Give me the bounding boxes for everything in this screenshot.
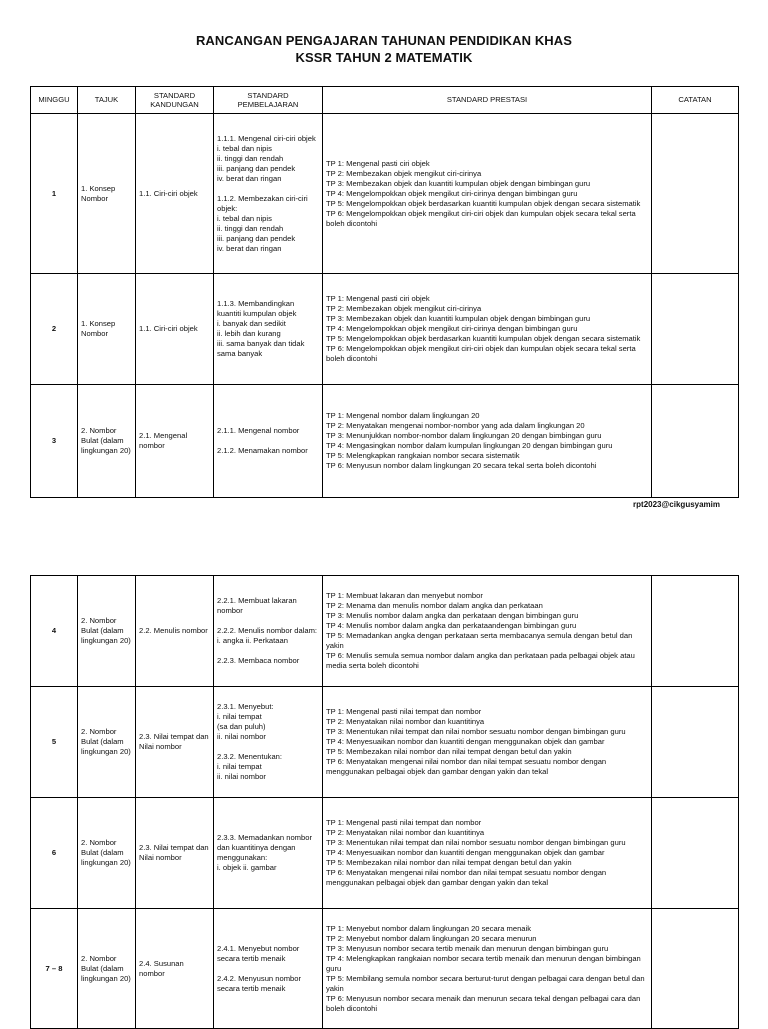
sp-line: i. tebal dan nipis — [217, 143, 272, 153]
sp-line: i. angka ii. Perkataan — [217, 636, 288, 645]
cell-standard-prestasi — [323, 274, 652, 385]
tp-line: TP 5: Membilang semula nombor secara berturut-turut dengan pelbagai cara dengan betul dan yakin — [326, 973, 645, 993]
cell-catatan — [652, 798, 739, 909]
sp-line: 2.1.2. Menamakan nombor — [217, 446, 308, 455]
sp-line: iii. panjang dan pendek — [217, 163, 296, 173]
cell-minggu: 5 — [31, 687, 78, 798]
tp-line: TP 6: Menyatakan mengenai nilai nombor dan nilai tempat sesuatu nombor dengan menggunakan pelbagai objek dan gambar dengan yakin dan tekal — [326, 868, 607, 887]
tp-line: TP 3: Menulis nombor dalam angka dan perkataan dengan bimbingan guru — [326, 611, 579, 620]
cell-standard-kandungan: 2.3. Nilai tempat dan Nilai nombor — [136, 798, 214, 909]
sp-line: i. nilai tempat — [217, 712, 262, 721]
header-standard-prestasi: STANDARD PRESTASI — [323, 87, 652, 114]
sp-line: ii. nilai nombor — [217, 732, 266, 741]
tp-line: TP 6: Menyatakan mengenai nilai nombor dan nilai tempat sesuatu nombor dengan menggunakan pelbagai objek dan gambar dengan yakin dan tekal — [326, 757, 607, 776]
cell-standard-kandungan: 2.3. Nilai tempat dan Nilai nombor — [136, 687, 214, 798]
table-row — [31, 114, 739, 274]
cell-tajuk: 2. Nombor Bulat (dalam lingkungan 20) — [78, 687, 136, 798]
cell-standard-kandungan: 1.1. Ciri-ciri objek — [136, 274, 214, 385]
spacer — [217, 436, 319, 446]
header-tajuk: TAJUK — [78, 87, 136, 114]
tp-line: TP 3: Menunjukkan nombor-nombor dalam lingkungan 20 dengan bimbingan guru — [326, 431, 602, 440]
cell-standard-prestasi — [323, 576, 652, 687]
tp-line: TP 5: Mengelompokkan objek berdasarkan kuantiti kumpulan objek dengan secara sistematik — [326, 198, 641, 208]
tp-line: TP 5: Membezakan nilai nombor dan nilai tempat dengan betul dan yakin — [326, 858, 572, 867]
tp-line: TP 6: Menyusun nombor dalam lingkungan 20 secara tekal serta boleh dicontohi — [326, 461, 597, 470]
tp-line: TP 5: Membezakan nilai nombor dan nilai tempat dengan betul dan yakin — [326, 747, 572, 756]
cell-catatan — [652, 576, 739, 687]
tp-line: TP 6: Menyusun nombor secara menaik dan menurun secara tekal dengan pelbagai cara dan boleh dicontohi — [326, 993, 641, 1013]
header-standard-kandungan: STANDARD KANDUNGAN — [136, 87, 214, 114]
tp-line: TP 4: Mengelompokkan objek mengikut ciri-cirinya dengan bimbingan guru — [326, 188, 578, 198]
spacer — [217, 184, 319, 194]
cell-tajuk: 2. Nombor Bulat (dalam lingkungan 20) — [78, 385, 136, 498]
tp-line: TP 2: Menama dan menulis nombor dalam angka dan perkataan — [326, 601, 543, 610]
tp-line: TP 3: Menyusun nombor secara tertib menaik dan menurun dengan bimbingan guru — [326, 943, 609, 953]
table-row — [31, 687, 739, 798]
page-title — [0, 32, 768, 66]
cell-minggu: 7 – 8 — [31, 909, 78, 1029]
cell-standard-prestasi — [323, 114, 652, 274]
spacer — [217, 964, 319, 974]
sp-line: iii. sama banyak dan tidak sama banyak — [217, 339, 305, 358]
sp-line: ii. tinggi dan rendah — [217, 223, 284, 233]
sp-line: 2.2.1. Membuat lakaran nombor — [217, 596, 297, 615]
title-line-1: RANCANGAN PENGAJARAN TAHUNAN PENDIDIKAN KHAS — [195, 33, 573, 48]
cell-standard-pembelajaran — [214, 798, 323, 909]
table-row — [31, 798, 739, 909]
tp-line: TP 2: Menyatakan mengenai nombor-nombor yang ada dalam lingkungan 20 — [326, 421, 585, 430]
footer-credit: rpt2023@cikgusyamim — [633, 500, 720, 509]
sp-line: (sa dan puluh) — [217, 722, 266, 731]
tp-line: TP 1: Mengenal pasti nilai tempat dan nombor — [326, 707, 482, 716]
table-row — [31, 909, 739, 1029]
tp-line: TP 5: Memadankan angka dengan perkataan serta membacanya semula dengan betul dan yakin — [326, 631, 633, 650]
sp-line: i. nilai tempat — [217, 762, 262, 771]
sp-line: 1.1.2. Membezakan ciri-ciri objek: — [217, 193, 308, 213]
tp-line: TP 6: Mengelompokkan objek mengikut ciri-ciri objek dan kumpulan objek secara tekal serta boleh dicontohi — [326, 344, 636, 363]
cell-minggu: 6 — [31, 798, 78, 909]
tp-line: TP 3: Membezakan objek dan kuantiti kumpulan objek dengan bimbingan guru — [326, 314, 591, 323]
cell-minggu: 1 — [31, 114, 78, 274]
header-catatan: CATATAN — [652, 87, 739, 114]
tp-line: TP 2: Menyatakan nilai nombor dan kuantitinya — [326, 717, 485, 726]
cell-tajuk: 2. Nombor Bulat (dalam lingkungan 20) — [78, 576, 136, 687]
tp-line: TP 1: Mengenal pasti ciri objek — [326, 294, 430, 303]
sp-line: 2.4.2. Menyusun nombor secara tertib menaik — [217, 973, 302, 993]
tp-line: TP 3: Membezakan objek dan kuantiti kumpulan objek dengan bimbingan guru — [326, 178, 591, 188]
tp-line: TP 1: Mengenal pasti ciri objek — [326, 158, 430, 168]
sp-line: 2.2.3. Membaca nombor — [217, 656, 300, 665]
sp-line: 2.3.2. Menentukan: — [217, 752, 283, 761]
rpt-table-2 — [30, 575, 739, 1029]
tp-line: TP 4: Menyesuaikan nombor dan kuantiti dengan menggunakan objek dan gambar — [326, 737, 605, 746]
cell-catatan — [652, 114, 739, 274]
sp-line: i. banyak dan sedikit — [217, 319, 286, 328]
table-row — [31, 274, 739, 385]
tp-line: TP 4: Mengelompokkan objek mengikut ciri-cirinya dengan bimbingan guru — [326, 324, 578, 333]
spacer — [217, 616, 319, 626]
cell-standard-pembelajaran — [214, 274, 323, 385]
table-row — [31, 576, 739, 687]
cell-standard-kandungan: 1.1. Ciri-ciri objek — [136, 114, 214, 274]
sp-line: iv. berat dan ringan — [217, 173, 282, 183]
cell-standard-pembelajaran — [214, 114, 323, 274]
tp-line: TP 3: Menentukan nilai tempat dan nilai nombor sesuatu nombor dengan bimbingan guru — [326, 727, 626, 736]
cell-standard-pembelajaran — [214, 576, 323, 687]
sp-line: ii. nilai nombor — [217, 772, 266, 781]
sp-line: 2.2.2. Menulis nombor dalam: — [217, 626, 318, 635]
tp-line: TP 5: Mengelompokkan objek berdasarkan kuantiti kumpulan objek dengan secara sistematik — [326, 334, 641, 343]
cell-standard-prestasi — [323, 385, 652, 498]
sp-line: ii. lebih dan kurang — [217, 329, 281, 338]
cell-standard-pembelajaran — [214, 687, 323, 798]
tp-line: TP 4: Menulis nombor dalam angka dan perkataandengan bimbingan guru — [326, 621, 577, 630]
cell-standard-kandungan: 2.2. Menulis nombor — [136, 576, 214, 687]
tp-line: TP 4: Melengkapkan rangkaian nombor secara tertib menaik dan menurun dengan bimbingan guru — [326, 953, 641, 973]
tp-line: TP 1: Menyebut nombor dalam lingkungan 20 secara menaik — [326, 923, 532, 933]
cell-catatan — [652, 274, 739, 385]
sp-line: i. objek ii. gambar — [217, 863, 277, 872]
cell-standard-prestasi — [323, 798, 652, 909]
cell-standard-pembelajaran — [214, 385, 323, 498]
header-standard-pembelajaran: STANDARD PEMBELAJARAN — [214, 87, 323, 114]
cell-standard-kandungan: 2.4. Susunan nombor — [136, 909, 214, 1029]
table-row — [31, 385, 739, 498]
cell-tajuk: 1. Konsep Nombor — [78, 114, 136, 274]
tp-line: TP 1: Mengenal nombor dalam lingkungan 20 — [326, 411, 480, 420]
cell-tajuk: 1. Konsep Nombor — [78, 274, 136, 385]
sp-line: iii. panjang dan pendek — [217, 233, 296, 243]
cell-minggu: 3 — [31, 385, 78, 498]
cell-catatan — [652, 909, 739, 1029]
tp-line: TP 2: Membezakan objek mengikut ciri-cirinya — [326, 168, 482, 178]
cell-standard-prestasi — [323, 687, 652, 798]
sp-line: 2.4.1. Menyebut nombor secara tertib menaik — [217, 943, 300, 963]
sp-line: 2.1.1. Mengenal nombor — [217, 426, 300, 435]
cell-catatan — [652, 385, 739, 498]
sp-line: 1.1.3. Membandingkan kuantiti kumpulan objek — [217, 299, 297, 318]
spacer — [217, 646, 319, 656]
sp-line: 2.3.1. Menyebut: — [217, 702, 274, 711]
sp-line: iv. berat dan ringan — [217, 243, 282, 253]
rpt-table-1 — [30, 86, 739, 498]
tp-line: TP 1: Membuat lakaran dan menyebut nombor — [326, 591, 483, 600]
cell-standard-pembelajaran — [214, 909, 323, 1029]
tp-line: TP 3: Menentukan nilai tempat dan nilai nombor sesuatu nombor dengan bimbingan guru — [326, 838, 626, 847]
cell-tajuk: 2. Nombor Bulat (dalam lingkungan 20) — [78, 798, 136, 909]
sp-line: 2.3.3. Memadankan nombor dan kuantitinya dengan menggunakan: — [217, 833, 312, 862]
tp-line: TP 6: Mengelompokkan objek mengikut ciri-ciri objek dan kumpulan objek secara tekal serta boleh dicontohi — [326, 208, 636, 228]
cell-standard-prestasi — [323, 909, 652, 1029]
sp-line: 1.1.1. Mengenal ciri-ciri objek — [217, 133, 316, 143]
tp-line: TP 4: Menyesuaikan nombor dan kuantiti dengan menggunakan objek dan gambar — [326, 848, 605, 857]
sp-line: i. tebal dan nipis — [217, 213, 272, 223]
cell-tajuk: 2. Nombor Bulat (dalam lingkungan 20) — [78, 909, 136, 1029]
spacer — [217, 742, 319, 752]
cell-minggu: 2 — [31, 274, 78, 385]
tp-line: TP 2: Menyebut nombor dalam lingkungan 20 secara menurun — [326, 933, 537, 943]
sp-line: ii. tinggi dan rendah — [217, 153, 284, 163]
cell-minggu: 4 — [31, 576, 78, 687]
tp-line: TP 2: Menyatakan nilai nombor dan kuantitinya — [326, 828, 485, 837]
tp-line: TP 2: Membezakan objek mengikut ciri-cirinya — [326, 304, 482, 313]
table-header-row — [31, 87, 739, 114]
tp-line: TP 5: Melengkapkan rangkaian nombor secara sistematik — [326, 451, 520, 460]
header-minggu: MINGGU — [31, 87, 78, 114]
tp-line: TP 6: Menulis semula semua nombor dalam angka dan perkataan pada pelbagai objek atau media serta boleh dicontohi — [326, 651, 635, 670]
tp-line: TP 1: Mengenal pasti nilai tempat dan nombor — [326, 818, 482, 827]
tp-line: TP 4: Mengasingkan nombor dalam kumpulan lingkungan 20 dengan bimbingan guru — [326, 441, 613, 450]
cell-catatan — [652, 687, 739, 798]
title-line-2: KSSR TAHUN 2 MATEMATIK — [295, 50, 473, 65]
cell-standard-kandungan: 2.1. Mengenal nombor — [136, 385, 214, 498]
